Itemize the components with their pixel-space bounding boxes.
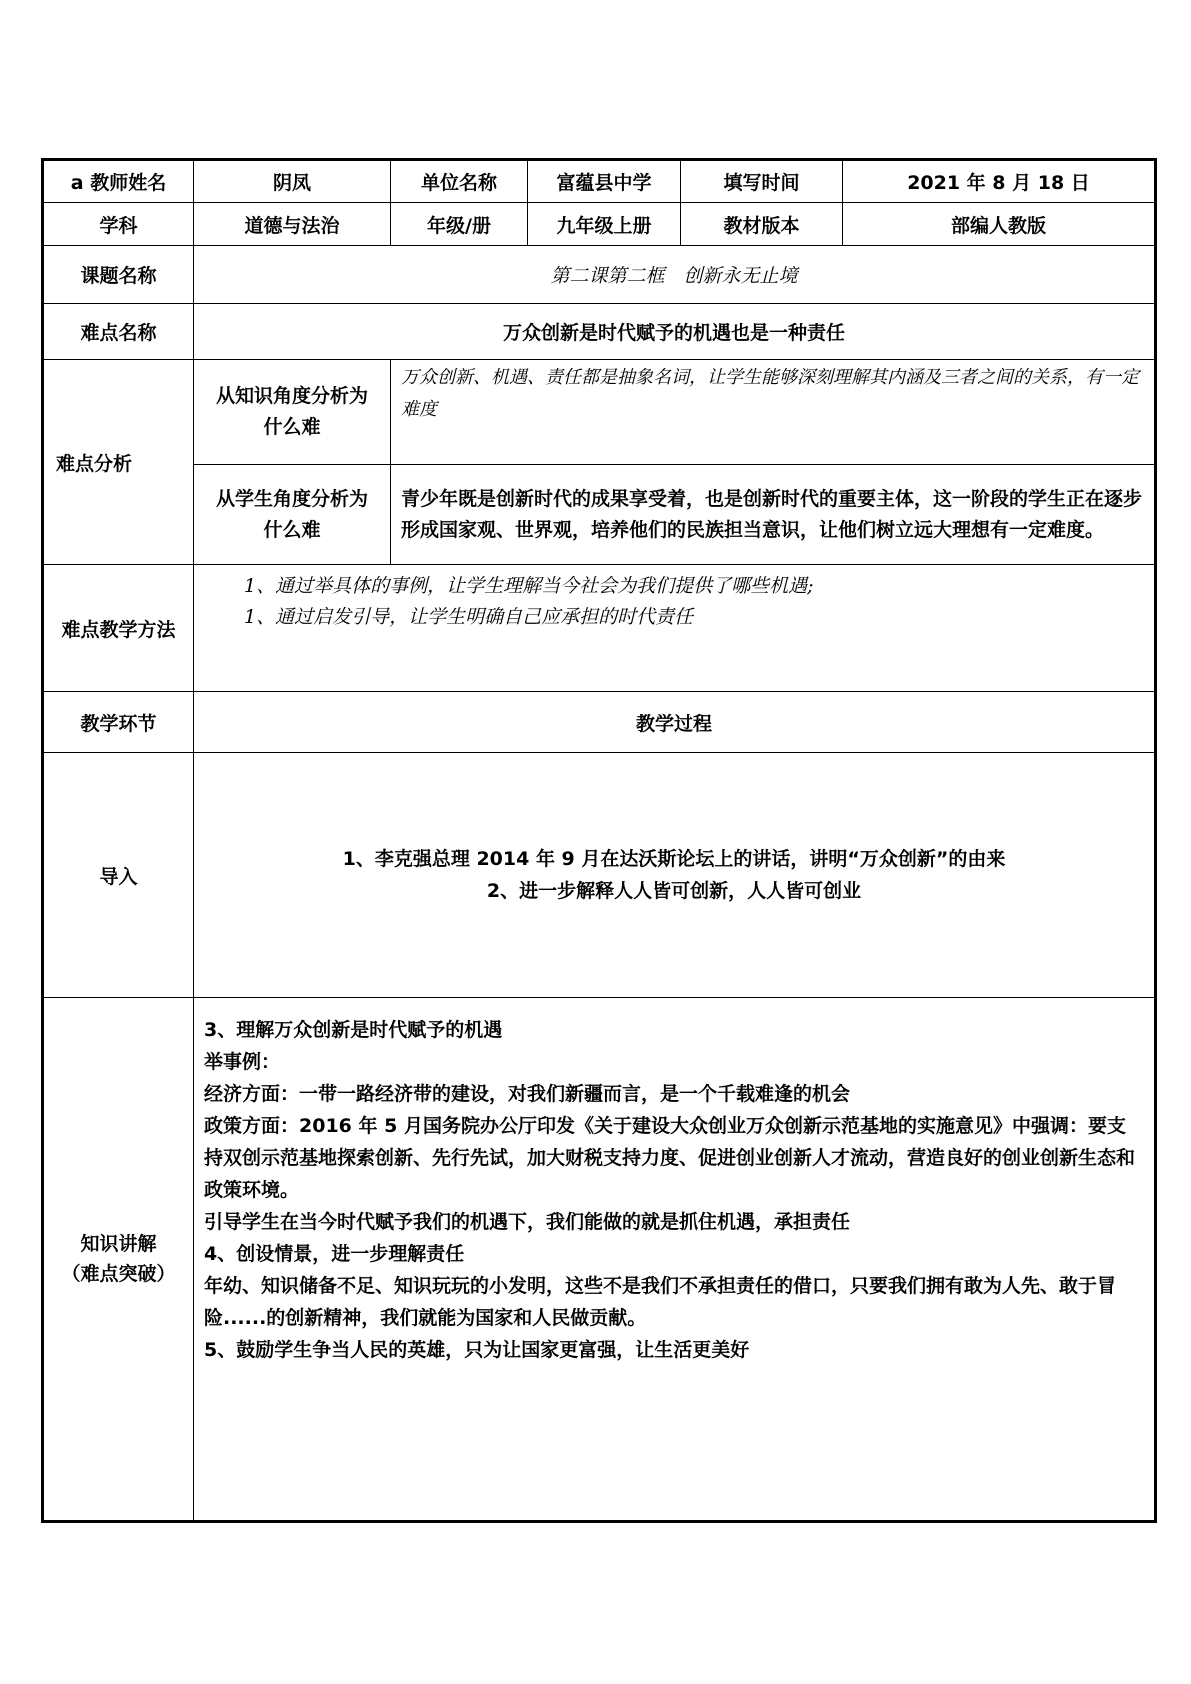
knowledge-angle-text: 万众创新、机遇、责任都是抽象名词，让学生能够深刻理解其内涵及三者之间的关系，有一定难度	[391, 360, 1156, 465]
subject-value: 道德与法治	[194, 203, 391, 246]
method-line-2: 1、通过启发引导，让学生明确自己应承担的时代责任	[244, 606, 694, 628]
intro-label: 导入	[43, 753, 194, 998]
topic-row	[43, 246, 1156, 304]
difficulty-row	[43, 304, 1156, 360]
intro-line-1: 1、李克强总理 2014 年 9 月在达沃斯论坛上的讲话，讲明“万众创新”的由来	[342, 848, 1006, 870]
knowledge-line-7: 年幼、知识储备不足、知识玩玩的小发明，这些不是我们不承担责任的借口，只要我们拥有敢为人先、敢于冒险......的创新精神，我们就能为国家和人民做贡献。	[204, 1275, 1117, 1329]
knowledge-angle-label: 从知识角度分析为什么难	[194, 360, 391, 465]
process-header-value: 教学过程	[194, 692, 1156, 753]
intro-line-2: 2、进一步解释人人皆可创新，人人皆可创业	[486, 880, 862, 902]
student-angle-label: 从学生角度分析为什么难	[194, 465, 391, 565]
analysis-student-row	[43, 465, 1156, 565]
analysis-label: 难点分析	[43, 360, 194, 565]
info-row-2	[43, 203, 1156, 246]
knowledge-label	[43, 998, 194, 1522]
method-label: 难点教学方法	[43, 565, 194, 692]
fill-time-label: 填写时间	[681, 160, 843, 203]
teacher-name-value: 阴凤	[194, 160, 391, 203]
textbook-value: 部编人教版	[843, 203, 1156, 246]
knowledge-row	[43, 998, 1156, 1522]
teacher-name-label: a 教师姓名	[43, 160, 194, 203]
knowledge-line-1: 3、理解万众创新是时代赋予的机遇	[204, 1019, 503, 1041]
method-row	[43, 565, 1156, 692]
intro-content	[194, 753, 1156, 998]
grade-label: 年级/册	[391, 203, 528, 246]
difficulty-label: 难点名称	[43, 304, 194, 360]
subject-label: 学科	[43, 203, 194, 246]
difficulty-value: 万众创新是时代赋予的机遇也是一种责任	[194, 304, 1156, 360]
knowledge-label-line-1: 知识讲解	[80, 1233, 157, 1255]
unit-name-value: 富蕴县中学	[528, 160, 681, 203]
knowledge-content	[194, 998, 1156, 1522]
analysis-knowledge-row	[43, 360, 1156, 465]
topic-label: 课题名称	[43, 246, 194, 304]
textbook-label: 教材版本	[681, 203, 843, 246]
grade-value: 九年级上册	[528, 203, 681, 246]
unit-name-label: 单位名称	[391, 160, 528, 203]
fill-time-value: 2021 年 8 月 18 日	[843, 160, 1156, 203]
knowledge-label-line-2: （难点突破）	[61, 1263, 176, 1285]
knowledge-line-4: 政策方面：2016 年 5 月国务院办公厅印发《关于建设大众创业万众创新示范基地的实施意见》中强调：要支持双创示范基地探索创新、先行先试，加大财税支持力度、促进创业创新人才流动，营造良好的创业创新生态和政策环境。	[204, 1115, 1136, 1201]
topic-value: 第二课第二框 创新永无止境	[194, 246, 1156, 304]
knowledge-line-6: 4、创设情景，进一步理解责任	[204, 1243, 465, 1265]
process-header-row	[43, 692, 1156, 753]
method-content	[194, 565, 1156, 692]
info-row-1	[43, 160, 1156, 203]
method-line-1: 1、通过举具体的事例，让学生理解当今社会为我们提供了哪些机遇;	[244, 575, 814, 597]
intro-row	[43, 753, 1156, 998]
knowledge-line-5: 引导学生在当今时代赋予我们的机遇下，我们能做的就是抓住机遇，承担责任	[204, 1211, 851, 1233]
lesson-plan-sheet	[41, 158, 1154, 1523]
process-step-label: 教学环节	[43, 692, 194, 753]
knowledge-line-2: 举事例：	[204, 1051, 281, 1073]
lesson-plan-table	[41, 158, 1157, 1523]
student-angle-text: 青少年既是创新时代的成果享受着，也是创新时代的重要主体，这一阶段的学生正在逐步形成国家观、世界观，培养他们的民族担当意识，让他们树立远大理想有一定难度。	[391, 465, 1156, 565]
knowledge-line-3: 经济方面：一带一路经济带的建设，对我们新疆而言，是一个千载难逢的机会	[204, 1083, 851, 1105]
knowledge-line-8: 5、鼓励学生争当人民的英雄，只为让国家更富强，让生活更美好	[204, 1339, 750, 1361]
